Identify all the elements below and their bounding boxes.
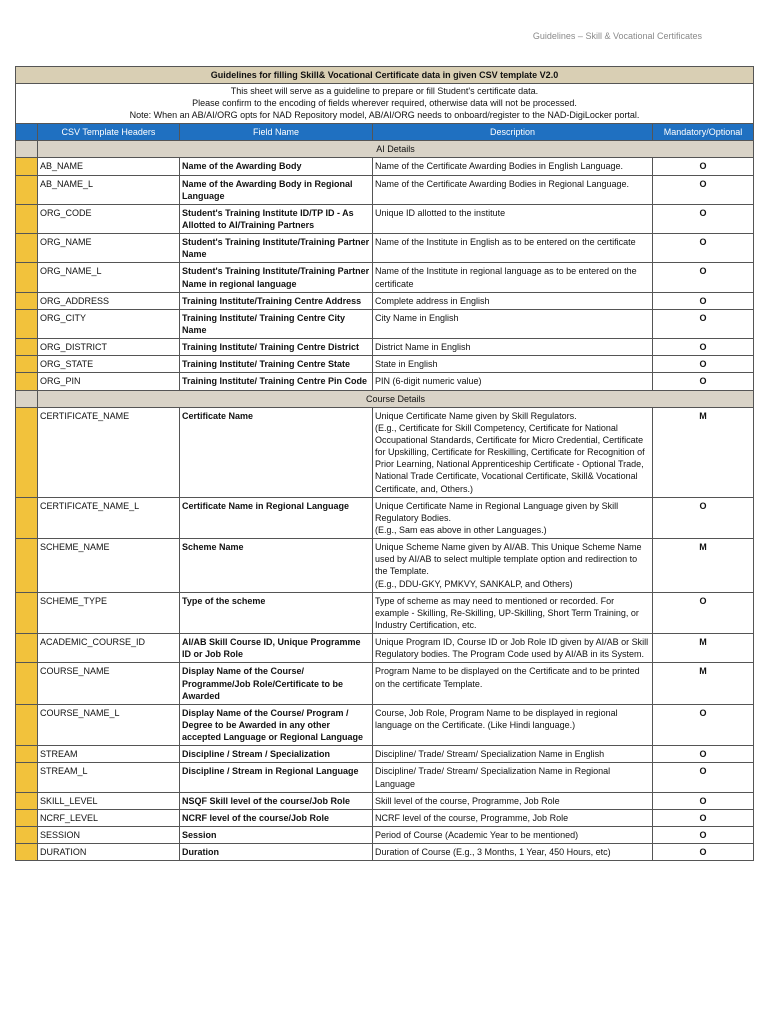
row-marker-cell xyxy=(16,234,38,263)
mandatory-optional-cell: O xyxy=(653,844,754,861)
description-line: Discipline/ Trade/ Stream/ Specialization Name in Regional Language xyxy=(375,766,611,789)
description-line: Name of the Institute in regional language as to be entered on the certificate xyxy=(375,266,637,289)
row-marker-cell xyxy=(16,309,38,338)
mandatory-optional-cell: O xyxy=(653,309,754,338)
row-marker-cell xyxy=(16,539,38,593)
section-title: Course Details xyxy=(38,390,754,407)
field-name-cell: Certificate Name xyxy=(180,407,373,497)
csv-header-cell: STREAM_L xyxy=(38,763,180,792)
row-marker-cell xyxy=(16,634,38,663)
row-marker-cell xyxy=(16,373,38,390)
table-row xyxy=(16,234,754,263)
description-cell xyxy=(373,175,653,204)
csv-header-cell: COURSE_NAME_L xyxy=(38,704,180,745)
row-marker-cell xyxy=(16,158,38,175)
description-cell xyxy=(373,158,653,175)
section-marker-cell xyxy=(16,141,38,158)
field-name-cell: Session xyxy=(180,826,373,843)
description-cell xyxy=(373,234,653,263)
table-row xyxy=(16,746,754,763)
mandatory-optional-cell: O xyxy=(653,704,754,745)
description-cell xyxy=(373,826,653,843)
description-line: Discipline/ Trade/ Stream/ Specialization Name in English xyxy=(375,749,605,760)
description-cell xyxy=(373,407,653,497)
description-line: Name of the Certificate Awarding Bodies in English Language. xyxy=(375,161,623,172)
field-name-cell: Name of the Awarding Body xyxy=(180,158,373,175)
row-marker-cell xyxy=(16,763,38,792)
mandatory-optional-cell: O xyxy=(653,263,754,292)
mandatory-optional-cell: O xyxy=(653,158,754,175)
field-name-cell: Training Institute/ Training Centre District xyxy=(180,339,373,356)
intro-text xyxy=(16,84,754,124)
table-row xyxy=(16,792,754,809)
description-cell xyxy=(373,497,653,538)
description-cell xyxy=(373,539,653,593)
field-name-cell: Training Institute/ Training Centre Pin Code xyxy=(180,373,373,390)
intro-line: Note: When an AB/AI/ORG opts for NAD Repository model, AB/AI/ORG needs to onboard/register to the NAD-DigiLocker portal. xyxy=(129,109,640,120)
description-line: District Name in English xyxy=(375,342,471,353)
mandatory-optional-cell: M xyxy=(653,407,754,497)
description-line: Period of Course (Academic Year to be mentioned) xyxy=(375,829,579,840)
field-name-cell: AI/AB Skill Course ID, Unique Programme ID or Job Role xyxy=(180,634,373,663)
description-cell xyxy=(373,309,653,338)
row-marker-cell xyxy=(16,844,38,861)
mandatory-optional-cell: M xyxy=(653,539,754,593)
csv-header-cell: AB_NAME_L xyxy=(38,175,180,204)
field-name-cell: NSQF Skill level of the course/Job Role xyxy=(180,792,373,809)
row-marker-cell xyxy=(16,746,38,763)
csv-header-cell: ORG_DISTRICT xyxy=(38,339,180,356)
csv-header-cell: DURATION xyxy=(38,844,180,861)
field-name-cell: Training Institute/Training Centre Address xyxy=(180,292,373,309)
mandatory-optional-cell: M xyxy=(653,663,754,704)
table-row xyxy=(16,175,754,204)
mandatory-optional-cell: O xyxy=(653,746,754,763)
csv-header-cell: ACADEMIC_COURSE_ID xyxy=(38,634,180,663)
field-name-cell: Duration xyxy=(180,844,373,861)
csv-header-cell: ORG_CODE xyxy=(38,204,180,233)
description-line: Type of scheme as may need to mentioned or recorded. For example - Skilling, Re-Skilling, UP-Skilling, Short Term Training, or Industry Certification, etc. xyxy=(375,595,639,630)
table-title: Guidelines for filling Skill& Vocational Certificate data in given CSV template V2.0 xyxy=(16,67,754,84)
description-line: (E.g., Sam eas above in other Languages.) xyxy=(375,525,547,535)
row-marker-cell xyxy=(16,356,38,373)
csv-header-cell: STREAM xyxy=(38,746,180,763)
field-name-cell: Training Institute/ Training Centre City Name xyxy=(180,309,373,338)
csv-header-cell: AB_NAME xyxy=(38,158,180,175)
table-row xyxy=(16,826,754,843)
csv-header-cell: ORG_NAME xyxy=(38,234,180,263)
description-cell xyxy=(373,792,653,809)
field-name-cell: Student's Training Institute/Training Partner Name in regional language xyxy=(180,263,373,292)
description-line: Unique Certificate Name given by Skill Regulators. xyxy=(375,410,577,421)
mandatory-optional-cell: O xyxy=(653,204,754,233)
csv-header-cell: COURSE_NAME xyxy=(38,663,180,704)
intro-line: Please confirm to the encoding of fields wherever required, otherwise data will not be processed. xyxy=(192,97,577,108)
csv-header-cell: SCHEME_TYPE xyxy=(38,592,180,633)
csv-header-cell: ORG_STATE xyxy=(38,356,180,373)
intro-line: This sheet will serve as a guideline to prepare or fill Student's certificate data. xyxy=(230,86,539,97)
field-name-cell: Display Name of the Course/ Programme/Job Role/Certificate to be Awarded xyxy=(180,663,373,704)
table-row xyxy=(16,539,754,593)
csv-header-cell: SKILL_LEVEL xyxy=(38,792,180,809)
header-marker-cell xyxy=(16,124,38,141)
field-name-cell: NCRF level of the course/Job Role xyxy=(180,809,373,826)
description-cell xyxy=(373,292,653,309)
mandatory-optional-cell: O xyxy=(653,592,754,633)
row-marker-cell xyxy=(16,175,38,204)
csv-header-cell: ORG_PIN xyxy=(38,373,180,390)
field-name-cell: Training Institute/ Training Centre State xyxy=(180,356,373,373)
field-name-cell: Discipline / Stream in Regional Language xyxy=(180,763,373,792)
table-row xyxy=(16,292,754,309)
mandatory-optional-cell: O xyxy=(653,373,754,390)
table-row xyxy=(16,339,754,356)
table-row xyxy=(16,844,754,861)
description-line: Course, Job Role, Program Name to be displayed in regional language on the Certificate. (Like Hindi language.) xyxy=(375,707,618,730)
table-row xyxy=(16,373,754,390)
table-row xyxy=(16,497,754,538)
description-cell xyxy=(373,763,653,792)
mandatory-optional-cell: O xyxy=(653,292,754,309)
table-row xyxy=(16,592,754,633)
section-title: AI Details xyxy=(38,141,754,158)
mandatory-optional-cell: O xyxy=(653,234,754,263)
table-row xyxy=(16,763,754,792)
description-line: Unique Scheme Name given by AI/AB. This Unique Scheme Name used by AI/AB to select multiple template option and redirection to the Template. xyxy=(375,542,642,577)
description-line: NCRF level of the course, Programme, Job Role xyxy=(375,812,569,823)
field-name-cell: Display Name of the Course/ Program / Degree to be Awarded in any other accepted Language or Regional Language xyxy=(180,704,373,745)
description-cell xyxy=(373,746,653,763)
field-name-cell: Certificate Name in Regional Language xyxy=(180,497,373,538)
description-line: Name of the Certificate Awarding Bodies in Regional Language. xyxy=(375,178,629,189)
table-title-row xyxy=(16,67,754,84)
guidelines-table xyxy=(15,66,754,861)
description-cell xyxy=(373,663,653,704)
mandatory-optional-cell: O xyxy=(653,339,754,356)
description-cell xyxy=(373,704,653,745)
csv-header-cell: CERTIFICATE_NAME xyxy=(38,407,180,497)
description-line: Duration of Course (E.g., 3 Months, 1 Year, 450 Hours, etc) xyxy=(375,847,611,858)
table-row xyxy=(16,663,754,704)
description-line: PIN (6-digit numeric value) xyxy=(375,376,482,387)
column-header: Description xyxy=(373,124,653,141)
csv-header-cell: CERTIFICATE_NAME_L xyxy=(38,497,180,538)
description-line: Unique Certificate Name in Regional Language given by Skill Regulatory Bodies. xyxy=(375,500,619,523)
description-line: Skill level of the course, Programme, Job Role xyxy=(375,795,560,806)
intro-row xyxy=(16,84,754,124)
csv-header-cell: ORG_ADDRESS xyxy=(38,292,180,309)
row-marker-cell xyxy=(16,204,38,233)
mandatory-optional-cell: O xyxy=(653,809,754,826)
row-marker-cell xyxy=(16,826,38,843)
description-cell xyxy=(373,809,653,826)
description-line: (E.g., DDU-GKY, PMKVY, SANKALP, and Others) xyxy=(375,578,573,589)
field-name-cell: Student's Training Institute/Training Partner Name xyxy=(180,234,373,263)
mandatory-optional-cell: O xyxy=(653,826,754,843)
description-line: (E.g., Certificate for Skill Competency, Certificate for National Occupational Standards, Certificate for Micro Credential, Certificate for Upskilling, Certificate for Reskilling, Certificate for Recognition of Prior Learning, National Apprenticeship Certificate - Optional Trade, National Trade Certificate, Vocational Certificate, Skill& Vocational Certificate, and, Others.) xyxy=(375,422,645,494)
section-row xyxy=(16,390,754,407)
column-header: Field Name xyxy=(180,124,373,141)
row-marker-cell xyxy=(16,809,38,826)
row-marker-cell xyxy=(16,704,38,745)
description-cell xyxy=(373,373,653,390)
description-cell xyxy=(373,634,653,663)
csv-header-cell: NCRF_LEVEL xyxy=(38,809,180,826)
description-cell xyxy=(373,844,653,861)
row-marker-cell xyxy=(16,792,38,809)
mandatory-optional-cell: O xyxy=(653,356,754,373)
section-marker-cell xyxy=(16,390,38,407)
row-marker-cell xyxy=(16,292,38,309)
column-header-row xyxy=(16,124,754,141)
mandatory-optional-cell: O xyxy=(653,175,754,204)
field-name-cell: Scheme Name xyxy=(180,539,373,593)
field-name-cell: Type of the scheme xyxy=(180,592,373,633)
description-line: Unique Program ID, Course ID or Job Role ID given by AI/AB or Skill Regulatory bodies. The Program Code used by AI/AB in its System. xyxy=(375,637,649,660)
row-marker-cell xyxy=(16,497,38,538)
row-marker-cell xyxy=(16,263,38,292)
description-cell xyxy=(373,204,653,233)
description-line: Program Name to be displayed on the Certificate and to be printed on the certificate Template. xyxy=(375,666,640,689)
description-line: Name of the Institute in English as to be entered on the certificate xyxy=(375,237,636,248)
description-line: City Name in English xyxy=(375,312,459,323)
running-header: Guidelines – Skill & Vocational Certificates xyxy=(532,31,702,41)
description-line: Unique ID allotted to the institute xyxy=(375,207,506,218)
table-row xyxy=(16,704,754,745)
csv-header-cell: ORG_NAME_L xyxy=(38,263,180,292)
mandatory-optional-cell: O xyxy=(653,497,754,538)
field-name-cell: Name of the Awarding Body in Regional Language xyxy=(180,175,373,204)
description-cell xyxy=(373,356,653,373)
table-row xyxy=(16,309,754,338)
description-cell xyxy=(373,339,653,356)
table-row xyxy=(16,158,754,175)
section-row xyxy=(16,141,754,158)
row-marker-cell xyxy=(16,592,38,633)
table-row xyxy=(16,204,754,233)
table-row xyxy=(16,634,754,663)
description-line: State in English xyxy=(375,359,438,370)
table-row xyxy=(16,263,754,292)
column-header: Mandatory/Optional xyxy=(653,124,754,141)
csv-header-cell: ORG_CITY xyxy=(38,309,180,338)
mandatory-optional-cell: M xyxy=(653,634,754,663)
csv-header-cell: SESSION xyxy=(38,826,180,843)
mandatory-optional-cell: O xyxy=(653,763,754,792)
mandatory-optional-cell: O xyxy=(653,792,754,809)
column-header: CSV Template Headers xyxy=(38,124,180,141)
csv-header-cell: SCHEME_NAME xyxy=(38,539,180,593)
table-row xyxy=(16,356,754,373)
row-marker-cell xyxy=(16,339,38,356)
description-cell xyxy=(373,263,653,292)
table-row xyxy=(16,809,754,826)
description-cell xyxy=(373,592,653,633)
table-row xyxy=(16,407,754,497)
description-line: Complete address in English xyxy=(375,295,490,306)
row-marker-cell xyxy=(16,407,38,497)
field-name-cell: Student's Training Institute ID/TP ID - As Allotted to AI/Training Partners xyxy=(180,204,373,233)
row-marker-cell xyxy=(16,663,38,704)
field-name-cell: Discipline / Stream / Specialization xyxy=(180,746,373,763)
